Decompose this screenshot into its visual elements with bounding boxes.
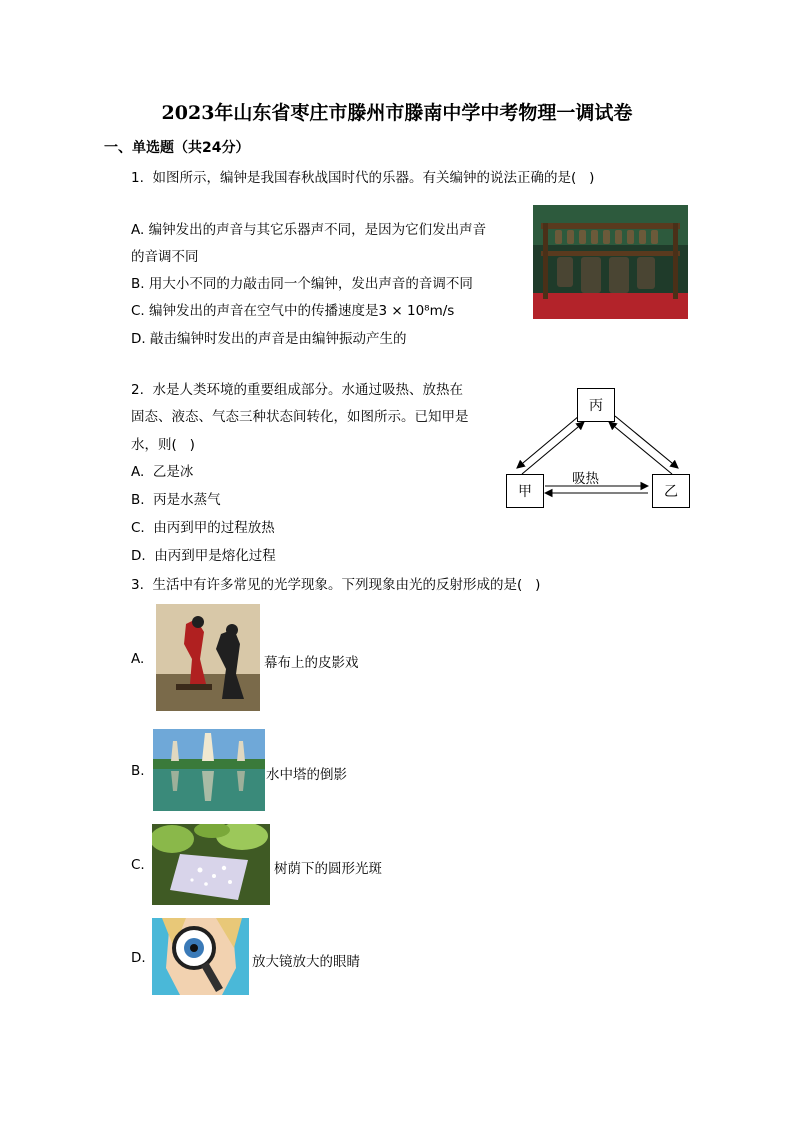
diagram-node-left: 甲: [506, 474, 544, 508]
q2-option-a: A. 乙是冰: [131, 464, 194, 480]
q3-option-d-letter: D.: [131, 950, 146, 966]
q3-option-c-text: 树荫下的圆形光斑: [274, 861, 382, 877]
magnifying-glass-eye-image: [152, 918, 249, 995]
state-change-diagram: [500, 380, 700, 515]
q3-option-b-text: 水中塔的倒影: [266, 767, 347, 783]
q1-option-c: C. 编钟发出的声音在空气中的传播速度是3 × 10⁸m/s: [131, 303, 455, 319]
q1-stem: 1. 如图所示，编钟是我国春秋战国时代的乐器。有关编钟的说法正确的是( ): [131, 170, 595, 186]
q3-option-c-letter: C.: [131, 857, 145, 873]
q3-option-d-text: 放大镜放大的眼睛: [252, 954, 360, 970]
q2-option-c: C. 由丙到甲的过程放热: [131, 520, 275, 536]
q3-option-a-text: 幕布上的皮影戏: [264, 655, 359, 671]
q1-option-d: D. 敲击编钟时发出的声音是由编钟振动产生的: [131, 331, 407, 347]
q2-option-d: D. 由丙到甲是熔化过程: [131, 548, 276, 564]
q3-option-a-letter: A.: [131, 651, 145, 667]
q1-option-b: B. 用大小不同的力敲击同一个编钟，发出声音的音调不同: [131, 276, 473, 292]
q3-option-b-letter: B.: [131, 763, 145, 779]
bianzhong-image: [533, 205, 688, 319]
q2-option-b: B. 丙是水蒸气: [131, 492, 221, 508]
section-heading: 一、单选题（共24分）: [104, 140, 250, 156]
diagram-node-right: 乙: [652, 474, 690, 508]
pagoda-reflection-image: [153, 729, 265, 811]
q2-stem-line-2: 固态、液态、气态三种状态间转化，如图所示。已知甲是: [131, 409, 469, 425]
shadow-puppet-image: [156, 604, 260, 711]
q1-option-a-cont: 的音调不同: [131, 249, 199, 265]
diagram-node-top: 丙: [577, 388, 615, 422]
page-title: 2023年山东省枣庄市滕州市滕南中学中考物理一调试卷: [161, 102, 633, 124]
q1-option-a: A. 编钟发出的声音与其它乐器声不同，是因为它们发出声音: [131, 222, 487, 238]
q3-stem: 3. 生活中有许多常见的光学现象。下列现象由光的反射形成的是( ): [131, 577, 541, 593]
q2-stem-line-3: 水，则( ): [131, 437, 195, 453]
diagram-arrow-label: 吸热: [572, 471, 599, 487]
q2-stem-line-1: 2. 水是人类环境的重要组成部分。水通过吸热、放热在: [131, 382, 463, 398]
tree-shade-light-spots-image: [152, 824, 270, 905]
